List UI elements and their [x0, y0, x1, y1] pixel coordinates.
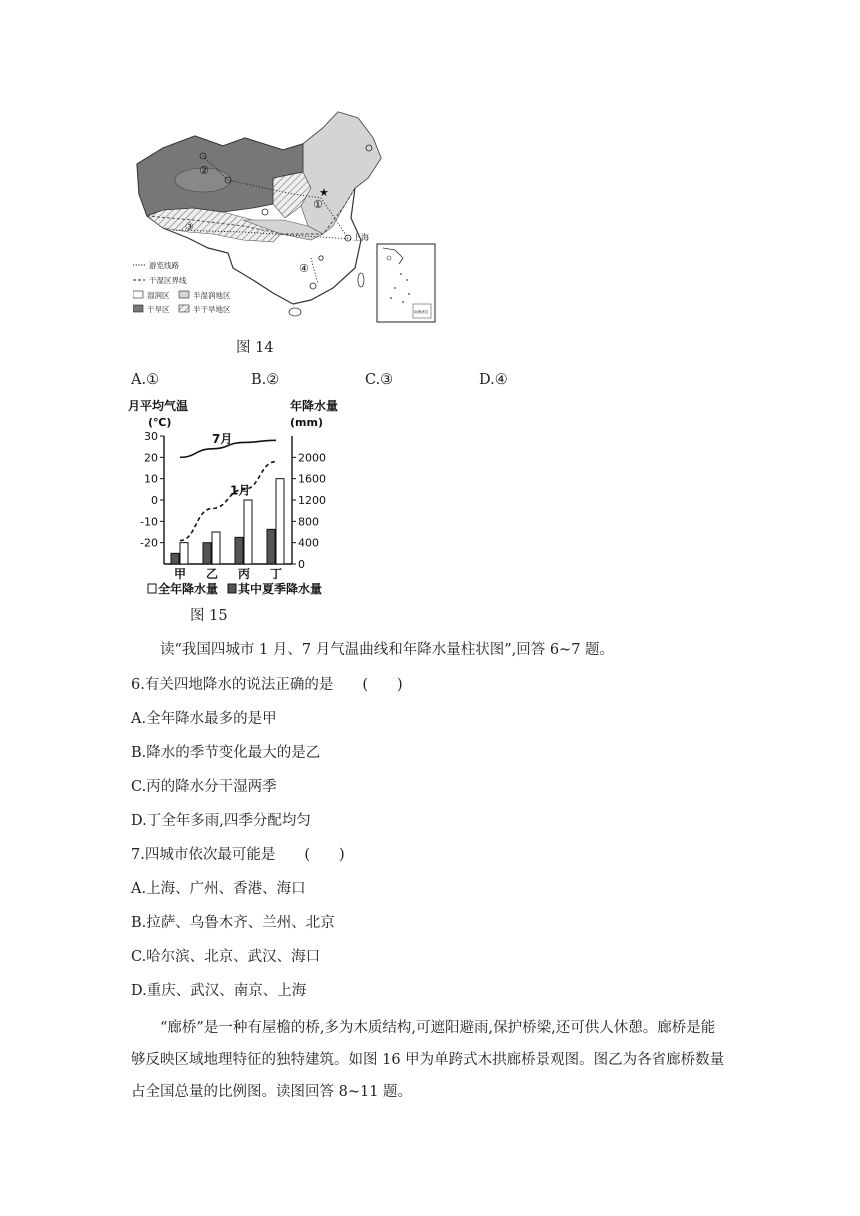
right-axis-unit: (mm)	[290, 416, 323, 429]
inset-label: 南海诸岛	[414, 310, 429, 314]
map-legend	[133, 260, 231, 314]
chart-plot-area	[140, 430, 326, 581]
svg-text:半干旱地区: 半干旱地区	[193, 305, 231, 314]
temp-tick-label: 20	[144, 451, 158, 465]
q5-option-c[interactable]: C.③	[365, 372, 394, 388]
temp-tick-label: 0	[151, 494, 158, 507]
july-line-label: 7月	[212, 431, 233, 446]
annual-precip-bar	[180, 543, 188, 564]
precip-tick-label: 1200	[298, 494, 326, 507]
right-axis-title: 年降水量	[290, 399, 339, 413]
january-line-label: 1月	[230, 483, 251, 498]
svg-text:游览线路: 游览线路	[149, 261, 179, 270]
q6-option-b[interactable]: B.降水的季节变化最大的是乙	[131, 745, 321, 761]
legend-summer-label: 其中夏季降水量	[238, 582, 323, 596]
map-label-4: ④	[299, 262, 309, 275]
q6-stem: 6.有关四地降水的说法正确的是 ( )	[131, 677, 403, 693]
precip-tick-label: 400	[298, 536, 319, 550]
q6-option-a[interactable]: A.全年降水最多的是甲	[131, 711, 277, 727]
left-axis-title: 月平均气温	[128, 399, 189, 413]
summer-precip-bar	[267, 529, 275, 564]
summer-precip-bar	[203, 543, 211, 564]
precip-tick-label: 2000	[298, 451, 326, 465]
intro-8-11: “廊桥”是一种有屋檐的桥,多为木质结构,可遮阳避雨,保护桥梁,还可供人休憩。廊桥是能够反映区域地理特征的独特建筑。如图 16 甲为单跨式木拱廊桥景观图。图乙为各省廊桥数量占全国总量的比例图。读图回答 8~11 题。	[131, 1020, 725, 1100]
map-label-3: ③	[185, 222, 194, 233]
summer-precip-bar	[171, 553, 179, 564]
q7-stem: 7.四城市依次最可能是 ( )	[131, 847, 345, 863]
legend-annual-label: 全年降水量	[158, 582, 219, 596]
annual-precip-bar	[276, 479, 284, 564]
climate-chart	[126, 396, 366, 600]
chart-legend	[148, 581, 322, 596]
q6-option-c[interactable]: C.丙的降水分干湿两季	[131, 779, 277, 795]
svg-text:半湿润地区: 半湿润地区	[193, 291, 231, 300]
category-label: 乙	[205, 567, 219, 581]
precip-tick-label: 0	[298, 558, 305, 571]
q7-option-d[interactable]: D.重庆、武汉、南京、上海	[131, 983, 307, 999]
temp-tick-label: -10	[140, 515, 158, 529]
map-label-shanghai: 上海	[353, 233, 369, 242]
category-label: 丁	[269, 567, 283, 581]
q7-option-c[interactable]: C.哈尔滨、北京、武汉、海口	[131, 949, 321, 965]
legend-annual-swatch	[148, 584, 156, 593]
map-label-1: ①	[313, 198, 323, 211]
svg-text:湿润区: 湿润区	[147, 291, 170, 300]
q5-option-a[interactable]: A.①	[131, 372, 160, 388]
china-dry-wet-map	[133, 108, 441, 324]
map-label-2: ②	[199, 164, 209, 177]
summer-precip-bar	[235, 537, 243, 564]
temp-tick-label: -20	[140, 536, 158, 550]
left-axis-unit: (℃)	[148, 416, 172, 429]
svg-text:干湿区界线: 干湿区界线	[149, 276, 187, 285]
q6-option-d[interactable]: D.丁全年多雨,四季分配均匀	[131, 813, 311, 829]
precip-tick-label: 1600	[298, 472, 326, 486]
q7-option-a[interactable]: A.上海、广州、香港、海口	[131, 881, 306, 897]
temp-tick-label: 30	[144, 430, 158, 443]
intro-6-7: 读“我国四城市 1 月、7 月气温曲线和年降水量柱状图”,回答 6~7 题。	[160, 642, 615, 658]
q5-option-d[interactable]: D.④	[479, 372, 508, 388]
january-temp-line	[180, 462, 276, 541]
q5-option-b[interactable]: B.②	[251, 372, 280, 388]
category-label: 甲	[173, 567, 187, 581]
figure-15-caption: 图 15	[190, 608, 228, 624]
annual-precip-bar	[244, 500, 252, 564]
annual-precip-bar	[212, 532, 220, 564]
category-label: 丙	[237, 567, 251, 581]
svg-text:干旱区: 干旱区	[147, 305, 170, 314]
precip-tick-label: 800	[298, 515, 319, 529]
temp-tick-label: 10	[144, 472, 158, 486]
q7-option-b[interactable]: B.拉萨、乌鲁木齐、兰州、北京	[131, 915, 335, 931]
figure-14-caption: 图 14	[236, 340, 274, 356]
legend-summer-swatch	[228, 584, 236, 593]
svg-text:★: ★	[319, 186, 329, 199]
